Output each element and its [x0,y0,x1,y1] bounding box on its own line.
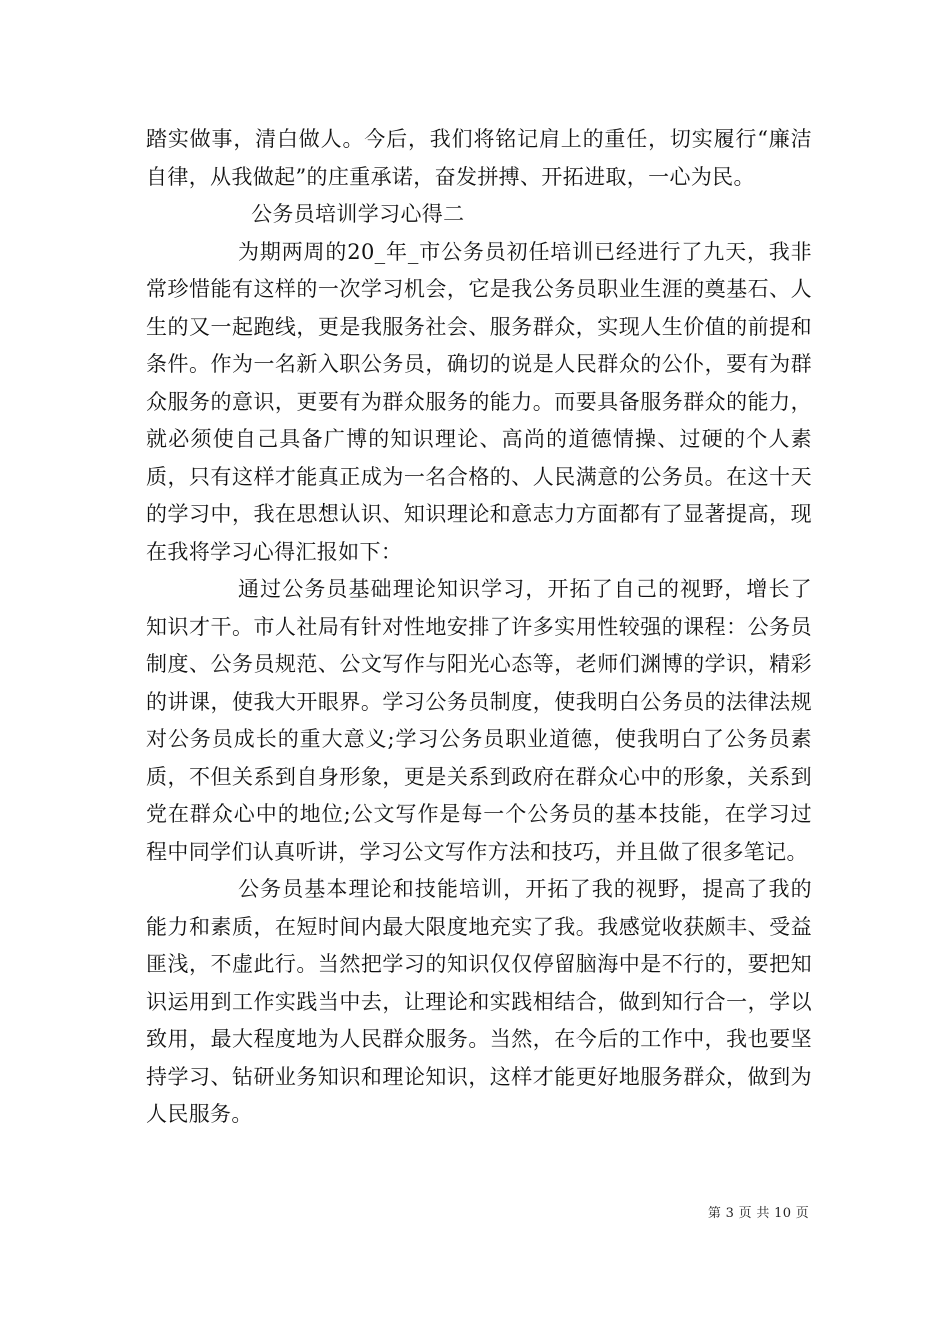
body-paragraph-2: 通过公务员基础理论知识学习，开拓了自己的视野，增长了知识才干。市人社局有针对性地安排了许多实用性较强的课程：公务员制度、公务员规范、公文写作与阳光心态等，老师们渊博的学识，精彩的讲课，使我大开眼界。学习公务员制度，使我明白公务员的法律法规对公务员成长的重大意义;学习公务员职业道德，使我明白了公务员素质，不但关系到自身形象，更是关系到政府在群众心中的形象，关系到党在群众心中的地位;公文写作是每一个公务员的基本技能，在学习过程中同学们认真听讲，学习公文写作方法和技巧，并且做了很多笔记。 [146,577,812,864]
section-title: 公务员培训学习心得二 [251,202,465,226]
document-body [146,121,812,1134]
page-number: 第 3 页 共 10 页 [707,1206,809,1221]
continuation-paragraph: 踏实做事，清白做人。今后，我们将铭记肩上的重任，切实履行“廉洁自律，从我做起”的庄重承诺，奋发拼搏、开拓进取，一心为民。 [146,127,812,189]
body-paragraph-1: 为期两周的20_年_市公务员初任培训已经进行了九天，我非常珍惜能有这样的一次学习机会，它是我公务员职业生涯的奠基石、人生的又一起跑线，更是我服务社会、服务群众，实现人生价值的前提和条件。作为一名新入职公务员，确切的说是人民群众的公仆，要有为群众服务的意识，更要有为群众服务的能力。而要具备服务群众的能力，就必须使自己具备广博的知识理论、高尚的道德情操、过硬的个人素质，只有这样才能真正成为一名合格的、人民满意的公务员。在这十天的学习中，我在思想认识、知识理论和意志力方面都有了显著提高，现在我将学习心得汇报如下： [146,239,812,564]
body-paragraph-3: 公务员基本理论和技能培训，开拓了我的视野，提高了我的能力和素质，在短时间内最大限度地充实了我。我感觉收获颇丰、受益匪浅，不虚此行。当然把学习的知识仅仅停留脑海中是不行的，要把知识运用到工作实践当中去，让理论和实践相结合，做到知行合一，学以致用，最大程度地为人民群众服务。当然，在今后的工作中，我也要坚持学习、钻研业务知识和理论知识，这样才能更好地服务群众，做到为人民服务。 [146,877,812,1126]
